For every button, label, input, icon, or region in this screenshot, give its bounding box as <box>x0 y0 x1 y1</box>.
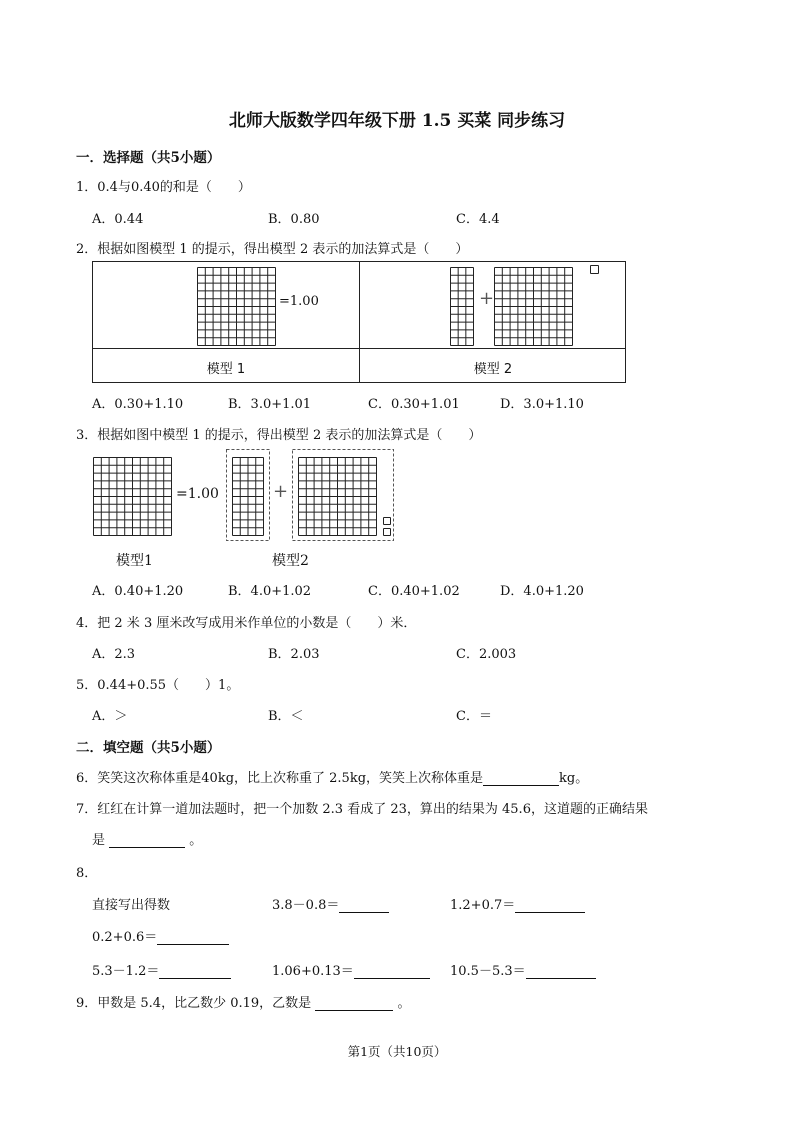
question-8-item-1 <box>272 894 389 913</box>
question-8-item-6-blank[interactable] <box>526 964 596 979</box>
question-8-item-4 <box>92 960 231 979</box>
q3-model-2-caption: 模型2 <box>272 553 309 569</box>
model-1-grid-10x10 <box>197 267 277 347</box>
question-2-option-b[interactable]: B．3.0+1.01 <box>228 397 312 412</box>
question-5-option-c[interactable]: C．＝ <box>456 709 492 724</box>
question-8-item-3-blank[interactable] <box>157 930 229 945</box>
question-7-end: 。 <box>189 833 203 848</box>
model-1-equals-label: =1.00 <box>279 294 319 309</box>
q3-model-1-equals-label: =1.00 <box>176 486 219 502</box>
question-4-option-c[interactable]: C．2.003 <box>456 647 517 662</box>
model-1-caption: 模型 1 <box>206 362 246 377</box>
question-6-text: 6．笑笑这次称体重是40kg，比上次称重了 2.5kg，笑笑上次称体重是 <box>76 771 484 786</box>
q3-model-2-small-square-1 <box>383 517 391 525</box>
q3-model-2-plus-sign: + <box>273 481 289 502</box>
question-6-answer-blank[interactable] <box>483 771 559 786</box>
question-8-item-3-expr: 0.2+0.6＝ <box>92 930 158 945</box>
section-heading-choice: 一．选择题（共5小题） <box>76 150 221 166</box>
page-footer: 第1页（共10页） <box>347 1044 447 1059</box>
question-9-end: 。 <box>397 996 411 1011</box>
question-8-number: 8． <box>76 866 98 881</box>
question-5-option-a[interactable]: A．＞ <box>92 709 128 724</box>
question-8-item-5-expr: 1.06+0.13＝ <box>272 964 354 979</box>
question-7-text: 是 <box>92 833 106 848</box>
model-2-caption: 模型 2 <box>473 362 513 377</box>
question-8-item-5 <box>272 960 430 979</box>
question-8-item-2-blank[interactable] <box>515 898 585 913</box>
q3-model-1-caption: 模型1 <box>116 553 153 569</box>
question-1-option-a[interactable]: A．0.44 <box>92 212 144 227</box>
question-3-option-d[interactable]: D．4.0+1.20 <box>500 584 584 599</box>
model-2-single-square <box>590 265 599 274</box>
question-3-option-a[interactable]: A．0.40+1.20 <box>92 584 184 599</box>
model-2-plus-sign: + <box>479 288 495 309</box>
question-2-option-c[interactable]: C．0.30+1.01 <box>368 397 460 412</box>
question-7-line-1: 7．红红在计算一道加法题时，把一个加数 2.3 看成了 23，算出的结果为 45.6，这道题的正确结果 <box>76 802 648 817</box>
question-5-stem: 5．0.44+0.55（ ）1。 <box>76 678 240 693</box>
question-6-unit: kg。 <box>559 771 589 786</box>
question-3-option-b[interactable]: B．4.0+1.02 <box>228 584 312 599</box>
question-8-item-5-blank[interactable] <box>354 964 430 979</box>
question-8-item-6-expr: 10.5－5.3＝ <box>450 964 526 979</box>
question-8-item-4-expr: 5.3－1.2＝ <box>92 964 160 979</box>
question-1-option-c[interactable]: C．4.4 <box>456 212 500 227</box>
question-2-figure-table <box>92 261 626 383</box>
model-2-full-grid <box>494 267 574 347</box>
question-1-option-b[interactable]: B．0.80 <box>268 212 320 227</box>
question-8-intro: 直接写出得数 <box>92 898 171 913</box>
question-3-option-c[interactable]: C．0.40+1.02 <box>368 584 460 599</box>
question-8-item-2-expr: 1.2+0.7＝ <box>450 898 516 913</box>
question-8-item-3 <box>92 926 229 945</box>
question-8-item-4-blank[interactable] <box>159 964 231 979</box>
question-9-answer-blank[interactable] <box>315 996 393 1011</box>
question-9-text: 9．甲数是 5.4，比乙数少 0.19，乙数是 <box>76 996 312 1011</box>
question-4-option-a[interactable]: A．2.3 <box>92 647 136 662</box>
question-4-stem: 4．把 2 米 3 厘米改写成用米作单位的小数是（ ）米． <box>76 616 417 631</box>
question-2-option-d[interactable]: D．3.0+1.10 <box>500 397 584 412</box>
question-3-stem: 3．根据如图中模型 1 的提示，得出模型 2 表示的加法算式是（ ） <box>76 428 482 443</box>
question-2-option-a[interactable]: A．0.30+1.10 <box>92 397 184 412</box>
page-title: 北师大版数学四年级下册 1.5 买菜 同步练习 <box>228 111 566 131</box>
question-7-answer-blank[interactable] <box>109 833 185 848</box>
model-2-column-strip <box>450 267 474 347</box>
q3-model-2-full-grid <box>298 457 378 537</box>
question-9 <box>76 992 410 1011</box>
question-7-line-2 <box>92 829 202 848</box>
q3-model-2-column-strip <box>232 457 264 537</box>
question-6 <box>76 767 588 786</box>
question-2-stem: 2．根据如图模型 1 的提示，得出模型 2 表示的加法算式是（ ） <box>76 242 469 257</box>
q3-model-2-small-square-2 <box>383 528 391 536</box>
question-5-option-b[interactable]: B．＜ <box>268 709 304 724</box>
table-divider-horizontal <box>93 348 625 349</box>
question-8-item-1-blank[interactable] <box>339 898 389 913</box>
question-8-item-6 <box>450 960 596 979</box>
question-8-item-2 <box>450 894 585 913</box>
question-4-option-b[interactable]: B．2.03 <box>268 647 320 662</box>
q3-model-1-grid-10x10 <box>93 457 173 537</box>
section-heading-fill-in: 二．填空题（共5小题） <box>76 740 221 756</box>
question-1-stem: 1．0.4与0.40的和是（ ） <box>76 180 251 195</box>
question-8-item-1-expr: 3.8－0.8＝ <box>272 898 340 913</box>
